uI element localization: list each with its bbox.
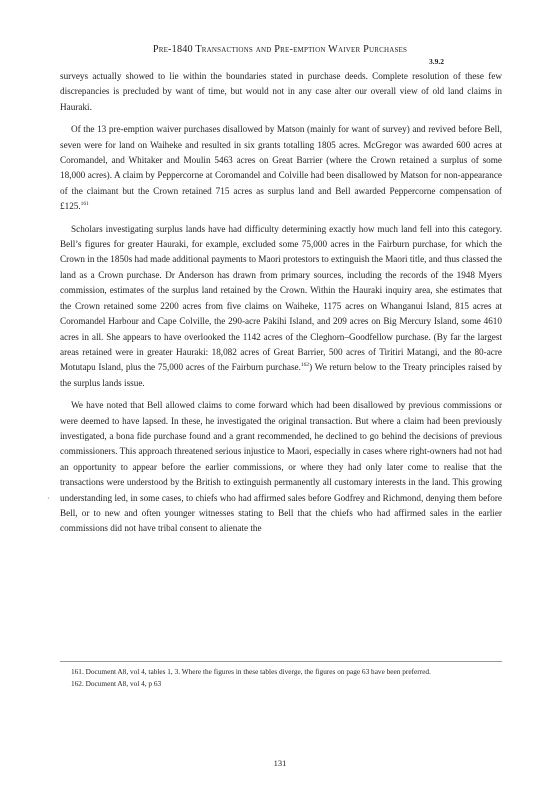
page-number: 131 xyxy=(273,758,287,768)
footnote-ref-162[interactable]: 162 xyxy=(300,362,310,369)
running-title: Pre-1840 Transactions and Pre-emption Waiver Purchases xyxy=(152,44,408,55)
margin-mark: · xyxy=(47,494,50,503)
paragraph-1: surveys actually showed to lie within the boundaries stated in purchase deeds. Complete resolution of these few discrepancies is precluded by want of time, but would not in any case alter our overall view of old land claims in Hauraki. xyxy=(60,71,502,112)
paragraph-3-text: Scholars investigating surplus lands have had difficulty determining exactly how much land fell into this category. Bell’s figures for greater Hauraki, for example, excluded some 75,000 acres in the Fairburn purchase, for which the Crown in the 1850s had made additional payments to Maori protestors to extinguish the Maori title, and thus classed the land as a Crown purchase. Dr Anderson has drawn from primary sources, including the records of the 1948 Myers commission, estimates of the surplus land retained by the Crown. Within the Hauraki inquiry area, she estimates that the Crown retained some 2200 acres from five claims on Waiheke, 1175 acres on Whanganui Island, 815 acres at Coromandel Harbour and Cape Colville, the 290-acre Pakihi Island, and 209 acres on Big Mercury Island, some 4610 acres in all. She appears to have overlooked the 1142 acres of the Cleghorn–Goodfellow purchase. (By far the largest areas retained were in greater Hauraki: 18,082 acres of Great Barrier, 500 acres of Tiritiri Matangi, and the 80-acre Motutapu Island, plus the 75,000 acres of the Fairburn purchase. xyxy=(60,223,502,373)
footnote-ref-161[interactable]: 161 xyxy=(80,201,89,208)
body-text xyxy=(60,69,502,544)
footnote-162: 162. Document A8, vol 4, p 63 xyxy=(71,679,162,689)
paragraph-2 xyxy=(60,122,502,214)
paragraph-3-tail: ) We return below to the Treaty principles raised by the surplus lands issue. xyxy=(60,362,502,388)
footnote-161: 161. Document A8, vol 4, tables 1, 3. Where the figures in these tables diverge, the figures on page 63 have been preferred. xyxy=(71,667,431,676)
footnotes xyxy=(60,666,502,691)
section-number: 3.9.2 xyxy=(429,57,444,66)
paragraph-3 xyxy=(60,222,502,391)
footnote-divider xyxy=(60,661,502,662)
paragraph-4: We have noted that Bell allowed claims to come forward which had been disallowed by previous commissions or were deemed to have lapsed. In these, he investigated the original transaction. But where a claim had been previously investigated, a bona fide purchase found and a grant recommended, he declined to go behind the decisions of previous commissioners. This approach threatened serious injustice to Maori, especially in cases where right-owners had not had an opportunity to appear before the earlier commissions, or where they had only later come to realise that the transactions were understood by the British to extinguish permanently all customary interests in the land. This growing understanding led, in some cases, to chiefs who had affirmed sales before Godfrey and Richmond, denying them before Bell, or to new and often younger witnesses stating to Bell that the chiefs who had affirmed sales in the earlier commissions did not have tribal consent to alienate the xyxy=(60,400,502,534)
paragraph-2-text: Of the 13 pre-emption waiver purchases disallowed by Matson (mainly for want of survey) and revived before Bell, seven were for land on Waiheke and resulted in six grants totalling 1805 acres. McGregor was awarded 600 acres at Coromandel, and Whitaker and Moulin 5463 acres on Great Barrier (where the Crown retained a surplus of some 18,000 acres). A claim by Peppercorne at Coromandel and Colville had been disallowed by Matson for non-appearance of the claimant but the Crown retained 715 acres as surplus land and Bell awarded Peppercorne compensation of £125. xyxy=(60,124,502,212)
